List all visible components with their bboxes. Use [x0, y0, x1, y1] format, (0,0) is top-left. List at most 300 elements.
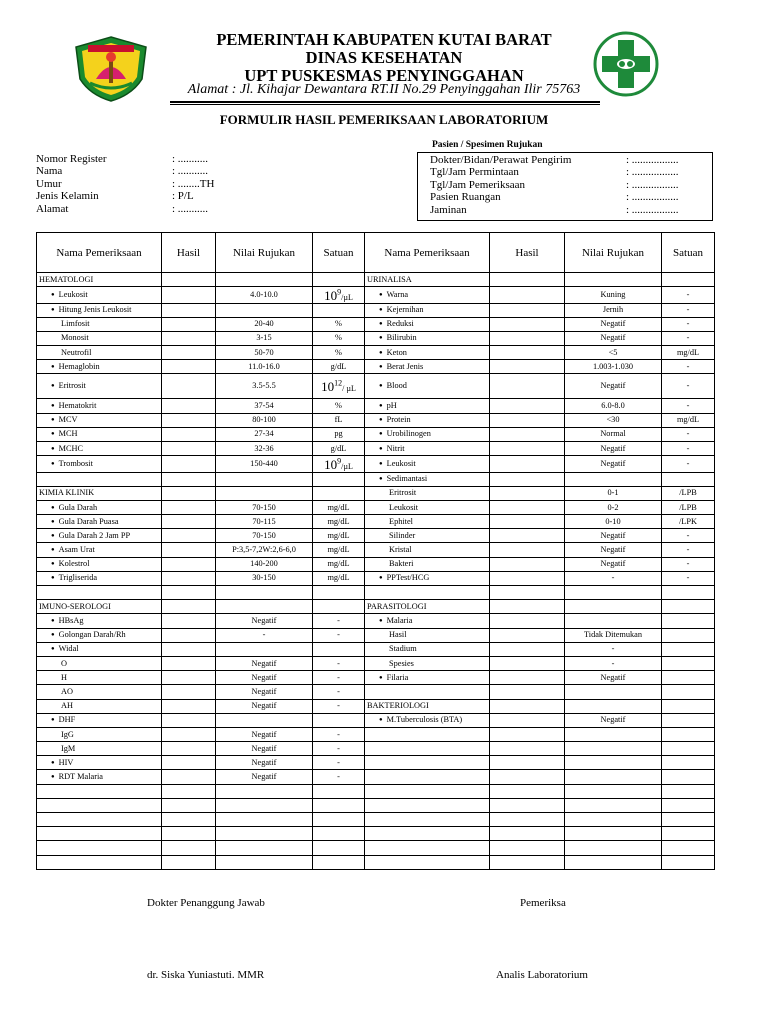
unit: mg/dL — [313, 571, 365, 585]
reference-value — [216, 586, 313, 600]
signature-right-title: Pemeriksa — [520, 897, 566, 909]
reference-value: Negatif — [565, 317, 662, 331]
result-cell[interactable] — [490, 642, 565, 656]
unit: - — [313, 727, 365, 741]
reference-value — [565, 784, 662, 798]
patient-field-row — [36, 178, 214, 190]
result-cell[interactable] — [490, 360, 565, 374]
header-line-3: UPT PUSKESMAS PENYINGGAHAN — [244, 66, 524, 85]
unit — [662, 742, 715, 756]
test-name — [37, 287, 162, 303]
unit: - — [313, 770, 365, 784]
result-cell[interactable] — [490, 273, 565, 287]
reference-value: Negatif — [565, 671, 662, 685]
bullet-icon — [379, 459, 387, 468]
bullet-icon — [379, 715, 387, 724]
result-cell[interactable] — [162, 346, 216, 360]
unit: /LPB — [662, 486, 715, 500]
table-row — [37, 331, 715, 345]
unit: - — [662, 456, 715, 472]
column-header: Nilai Rujukan — [565, 233, 662, 273]
result-cell[interactable] — [490, 713, 565, 727]
test-name — [365, 543, 490, 557]
test-name-text: Eritrosit — [389, 488, 417, 498]
table-row — [37, 374, 715, 399]
result-cell[interactable] — [490, 671, 565, 685]
result-cell[interactable] — [490, 685, 565, 699]
unit-suffix: / µL — [342, 384, 356, 394]
result-cell[interactable] — [162, 727, 216, 741]
result-cell[interactable] — [490, 500, 565, 514]
table-row — [37, 456, 715, 472]
result-cell[interactable] — [162, 374, 216, 399]
unit — [662, 642, 715, 656]
reference-value — [565, 841, 662, 855]
reference-value: Negatif — [216, 770, 313, 784]
unit: - — [313, 742, 365, 756]
result-cell[interactable] — [490, 543, 565, 557]
unit — [313, 798, 365, 812]
result-cell[interactable] — [490, 472, 565, 486]
column-header: Satuan — [662, 233, 715, 273]
reference-value: Negatif — [216, 685, 313, 699]
result-cell[interactable] — [162, 427, 216, 441]
unit — [662, 614, 715, 628]
test-name-text: Protein — [386, 415, 411, 425]
referral-field-value[interactable]: : ................. — [626, 166, 679, 179]
specimen-title: Pasien / Spesimen Rujukan — [432, 140, 543, 150]
test-name-text: Silinder — [389, 530, 416, 540]
result-cell[interactable] — [490, 287, 565, 303]
result-cell[interactable] — [162, 586, 216, 600]
result-cell[interactable] — [162, 742, 216, 756]
result-cell[interactable] — [490, 855, 565, 869]
reference-value: Jernih — [565, 303, 662, 317]
result-cell[interactable] — [490, 557, 565, 571]
test-name-text: Leukosit — [386, 458, 416, 468]
test-name — [365, 699, 490, 713]
unit: % — [313, 399, 365, 413]
result-cell[interactable] — [162, 756, 216, 770]
test-name — [37, 374, 162, 399]
bullet-icon — [379, 415, 387, 424]
result-cell[interactable] — [490, 727, 565, 741]
test-name — [365, 360, 490, 374]
test-name-text: AO — [61, 686, 73, 696]
table-row — [37, 529, 715, 543]
test-name-text: Gula Darah 2 Jam PP — [58, 530, 131, 540]
bullet-icon — [379, 573, 387, 582]
result-cell[interactable] — [162, 827, 216, 841]
header-line-2: DINAS KESEHATAN — [305, 48, 463, 67]
bullet-icon — [51, 531, 59, 540]
test-name — [365, 798, 490, 812]
unit-suffix: /µL — [341, 292, 353, 302]
result-cell[interactable] — [490, 827, 565, 841]
test-name-text: PARASITOLOGI — [367, 601, 427, 611]
result-cell[interactable] — [490, 413, 565, 427]
test-name — [37, 472, 162, 486]
test-name — [37, 273, 162, 287]
result-cell[interactable] — [162, 628, 216, 642]
test-name-text: Bakteri — [389, 559, 414, 569]
test-name-text: Nitrit — [386, 443, 405, 453]
unit: g/dL — [313, 442, 365, 456]
result-cell[interactable] — [490, 656, 565, 670]
unit — [662, 713, 715, 727]
patient-field-value[interactable]: : ........... — [172, 165, 209, 178]
result-cell[interactable] — [162, 331, 216, 345]
column-header: Satuan — [313, 233, 365, 273]
patient-field-row — [36, 190, 214, 202]
reference-value: - — [216, 628, 313, 642]
table-row — [37, 600, 715, 614]
unit — [662, 628, 715, 642]
test-name-text: Bilirubin — [386, 333, 417, 343]
result-cell[interactable] — [490, 486, 565, 500]
test-name — [37, 303, 162, 317]
result-cell[interactable] — [490, 529, 565, 543]
result-cell[interactable] — [490, 515, 565, 529]
result-cell[interactable] — [490, 770, 565, 784]
result-cell[interactable] — [490, 813, 565, 827]
result-cell[interactable] — [490, 346, 565, 360]
test-name — [365, 500, 490, 514]
test-name — [365, 486, 490, 500]
result-cell[interactable] — [162, 841, 216, 855]
patient-field-label: Nomor Register — [36, 153, 107, 165]
reference-value — [216, 472, 313, 486]
test-name — [37, 671, 162, 685]
test-name — [365, 770, 490, 784]
result-cell[interactable] — [490, 317, 565, 331]
table-row — [37, 303, 715, 317]
test-name — [37, 571, 162, 585]
referral-field-value[interactable]: : ................. — [626, 203, 679, 216]
reference-value — [565, 586, 662, 600]
result-cell[interactable] — [162, 798, 216, 812]
patient-field-label: Alamat — [36, 202, 69, 215]
table-header-row — [37, 233, 715, 273]
result-cell[interactable] — [162, 770, 216, 784]
reference-value — [216, 600, 313, 614]
result-cell[interactable] — [162, 855, 216, 869]
reference-value: Negatif — [565, 529, 662, 543]
reference-value — [565, 273, 662, 287]
unit-exponent: 9 — [337, 287, 342, 297]
patient-field-value[interactable]: : ........TH — [172, 177, 215, 190]
unit: - — [662, 331, 715, 345]
unit-suffix: /µL — [341, 461, 353, 471]
unit — [313, 600, 365, 614]
test-name-text: HEMATOLOGI — [39, 274, 94, 284]
patient-field-value[interactable]: : ........... — [172, 153, 209, 165]
table-row — [37, 614, 715, 628]
table-row — [37, 442, 715, 456]
bullet-icon — [51, 290, 59, 299]
referral-field-label: Tgl/Jam Pemeriksaan — [430, 178, 526, 191]
result-cell[interactable] — [162, 273, 216, 287]
column-header: Nilai Rujukan — [216, 233, 313, 273]
patient-field-label: Umur — [36, 177, 62, 190]
reference-value: <5 — [565, 346, 662, 360]
result-cell[interactable] — [162, 456, 216, 472]
test-name — [365, 529, 490, 543]
result-cell[interactable] — [490, 442, 565, 456]
test-name-text: Hasil — [389, 630, 407, 640]
unit — [662, 600, 715, 614]
test-name-text: URINALISA — [367, 274, 412, 284]
reference-value — [565, 855, 662, 869]
unit — [313, 273, 365, 287]
test-name — [365, 671, 490, 685]
result-cell[interactable] — [162, 600, 216, 614]
unit — [662, 699, 715, 713]
test-name-text: IMUNO-SEROLOGI — [39, 601, 111, 611]
test-name-text: Leukosit — [58, 289, 88, 299]
table-row — [37, 571, 715, 585]
bullet-icon — [379, 474, 387, 483]
result-cell[interactable] — [490, 331, 565, 345]
test-name — [365, 784, 490, 798]
table-row — [37, 427, 715, 441]
test-name-text: Eritrosit — [58, 381, 86, 391]
result-cell[interactable] — [162, 303, 216, 317]
test-name-text: Stadium — [389, 644, 417, 654]
result-cell[interactable] — [490, 586, 565, 600]
test-name-text: MCHC — [58, 443, 84, 453]
unit — [662, 273, 715, 287]
unit — [662, 770, 715, 784]
bullet-icon — [51, 545, 59, 554]
table-row — [37, 756, 715, 770]
result-cell[interactable] — [490, 699, 565, 713]
unit-text: $10^9/\mu L$ — [324, 456, 353, 472]
test-name-text: Filaria — [386, 672, 409, 682]
result-cell[interactable] — [490, 798, 565, 812]
reference-value — [216, 855, 313, 869]
referral-field-label: Dokter/Bidan/Perawat Pengirim — [430, 154, 572, 166]
test-name — [365, 571, 490, 585]
referral-info — [417, 152, 713, 221]
test-name-text: Kejernihan — [386, 305, 424, 315]
table-row — [37, 784, 715, 798]
result-cell[interactable] — [490, 600, 565, 614]
referral-field-row — [430, 179, 712, 191]
result-cell[interactable] — [162, 486, 216, 500]
result-cell[interactable] — [162, 287, 216, 303]
result-cell[interactable] — [490, 374, 565, 399]
test-name — [365, 742, 490, 756]
test-name — [37, 586, 162, 600]
reference-value — [216, 841, 313, 855]
reference-value: 11.0-16.0 — [216, 360, 313, 374]
test-name — [365, 331, 490, 345]
test-name — [37, 456, 162, 472]
result-cell[interactable] — [490, 427, 565, 441]
table-row — [37, 399, 715, 413]
result-cell[interactable] — [490, 614, 565, 628]
unit-text: $10^{12}/$ µL — [321, 378, 356, 395]
bullet-icon — [379, 444, 387, 453]
test-name — [365, 515, 490, 529]
unit: - — [313, 671, 365, 685]
test-name-text: Gula Darah — [58, 502, 98, 512]
reference-value — [565, 699, 662, 713]
patient-field-value[interactable]: : P/L — [172, 190, 194, 203]
test-name-text: Blood — [386, 381, 407, 391]
bullet-icon — [51, 573, 59, 582]
unit-exponent: 9 — [337, 456, 342, 466]
test-name — [37, 742, 162, 756]
result-cell[interactable] — [162, 685, 216, 699]
result-cell[interactable] — [162, 784, 216, 798]
test-name-text: Keton — [386, 347, 407, 357]
result-cell[interactable] — [162, 472, 216, 486]
signature-left-name: dr. Siska Yuniastuti. MMR — [147, 969, 265, 981]
reference-value: 70-150 — [216, 500, 313, 514]
result-cell[interactable] — [162, 399, 216, 413]
unit: - — [313, 628, 365, 642]
patient-field-value[interactable]: : ........... — [172, 202, 209, 215]
result-cell[interactable] — [162, 500, 216, 514]
test-name — [365, 642, 490, 656]
result-cell[interactable] — [162, 813, 216, 827]
reference-value: 27-34 — [216, 427, 313, 441]
reference-value: 0-10 — [565, 515, 662, 529]
result-cell[interactable] — [162, 360, 216, 374]
reference-value — [565, 685, 662, 699]
result-cell[interactable] — [490, 303, 565, 317]
test-name — [37, 500, 162, 514]
result-cell[interactable] — [162, 656, 216, 670]
referral-field-row — [430, 166, 712, 178]
unit — [662, 798, 715, 812]
test-name — [37, 543, 162, 557]
result-cell[interactable] — [490, 756, 565, 770]
reference-value: 3-15 — [216, 331, 313, 345]
result-cell[interactable] — [490, 628, 565, 642]
reference-value: Tidak Ditemukan — [565, 628, 662, 642]
result-cell[interactable] — [162, 571, 216, 585]
reference-value — [216, 303, 313, 317]
unit — [313, 784, 365, 798]
test-name — [365, 557, 490, 571]
result-cell[interactable] — [162, 713, 216, 727]
test-name — [37, 600, 162, 614]
patient-field-row — [36, 203, 214, 215]
unit — [662, 841, 715, 855]
result-cell[interactable] — [162, 671, 216, 685]
result-cell[interactable] — [490, 742, 565, 756]
unit: - — [662, 374, 715, 399]
unit — [662, 472, 715, 486]
table-row — [37, 827, 715, 841]
result-cell[interactable] — [490, 571, 565, 585]
result-cell[interactable] — [162, 413, 216, 427]
test-name-text: HBsAg — [58, 616, 84, 625]
reference-value: Negatif — [565, 456, 662, 472]
result-cell[interactable] — [162, 442, 216, 456]
result-cell[interactable] — [490, 456, 565, 472]
column-header: Hasil — [162, 233, 216, 273]
reference-value — [216, 784, 313, 798]
reference-value: Negatif — [565, 543, 662, 557]
test-name — [37, 713, 162, 727]
test-name-text: Reduksi — [386, 319, 414, 329]
table-row — [37, 727, 715, 741]
test-name — [365, 727, 490, 741]
table-row — [37, 500, 715, 514]
result-cell[interactable] — [162, 642, 216, 656]
test-name — [365, 756, 490, 770]
unit: - — [662, 303, 715, 317]
bullet-icon — [379, 673, 387, 682]
result-cell[interactable] — [162, 614, 216, 628]
referral-field-value[interactable]: : ................. — [626, 154, 679, 166]
test-name — [365, 600, 490, 614]
result-cell[interactable] — [162, 699, 216, 713]
test-name — [37, 656, 162, 670]
result-cell[interactable] — [490, 784, 565, 798]
test-name — [37, 685, 162, 699]
test-name-text: Limfosit — [61, 319, 90, 329]
test-name — [365, 713, 490, 727]
unit — [662, 727, 715, 741]
unit: % — [313, 331, 365, 345]
test-name-text: O — [61, 658, 67, 668]
result-cell[interactable] — [162, 317, 216, 331]
reference-value: Negatif — [565, 557, 662, 571]
test-name-text: Kolestrol — [58, 559, 90, 569]
reference-value — [565, 742, 662, 756]
test-name-text: RDT Malaria — [58, 772, 103, 782]
result-cell[interactable] — [162, 557, 216, 571]
unit: - — [662, 529, 715, 543]
bullet-icon — [51, 559, 59, 568]
referral-field-value[interactable]: : ................. — [626, 191, 679, 204]
result-cell[interactable] — [490, 841, 565, 855]
test-name-text: KIMIA KLINIK — [39, 488, 95, 498]
unit — [662, 756, 715, 770]
reference-value: Negatif — [216, 727, 313, 741]
result-cell[interactable] — [162, 543, 216, 557]
reference-value: Kuning — [565, 287, 662, 303]
unit: fL — [313, 413, 365, 427]
table-row — [37, 317, 715, 331]
unit — [313, 586, 365, 600]
unit: mg/dL — [313, 543, 365, 557]
unit: - — [662, 287, 715, 303]
test-name — [365, 456, 490, 472]
result-cell[interactable] — [162, 529, 216, 543]
result-cell[interactable] — [162, 515, 216, 529]
test-name — [37, 614, 162, 628]
test-name — [365, 586, 490, 600]
bullet-icon — [379, 348, 387, 357]
bullet-icon — [51, 517, 59, 526]
reference-value: 4.0-10.0 — [216, 287, 313, 303]
bullet-icon — [379, 333, 387, 342]
unit — [662, 656, 715, 670]
reference-value — [565, 600, 662, 614]
test-name — [365, 656, 490, 670]
referral-field-value[interactable]: : ................. — [626, 178, 679, 191]
unit — [313, 472, 365, 486]
reference-value: 6.0-8.0 — [565, 399, 662, 413]
reference-value — [565, 827, 662, 841]
result-cell[interactable] — [490, 399, 565, 413]
